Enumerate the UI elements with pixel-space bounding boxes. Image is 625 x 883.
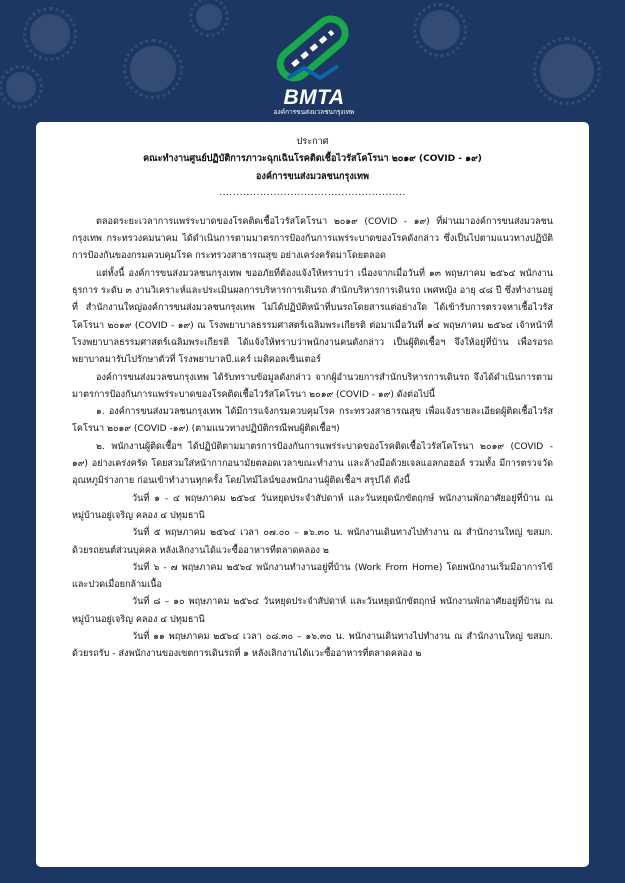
announcement-subtitle: คณะทำงานศูนย์ปฏิบัติการภาวะฉุกเฉินโรคติดเชื้อไวรัสโคโรนา ๒๐๑๙ (COVID - ๑๙)	[143, 154, 482, 165]
paragraph-case: แต่ทั้งนี้ องค์การขนส่งมวลชนกรุงเทพ ขออภัยที่ต้องแจ้งให้ทราบว่า เนื่องจากเมื่อวันที่ ๑๓ พฤษภาคม ๒๕๖๔ พนักงานธุรการ ระดับ ๓ งานวิเคราะห์และประเมินผลการบริหารการเดินรถ สำนักบริหารการเดินรถ เพศหญิง อายุ ๔๘ ปี ซึ่งทำงานอยู่ที่ สำนักงานใหญ่องค์การขนส่งมวลชนกรุงเทพ ไม่ได้ปฏิบัติหน้าที่บนรถโดยสารแต่อย่างใด ได้เข้ารับการตรวจหาเชื้อไวรัสโคโรนา ๒๐๑๙ (COVID - ๑๙) ณ โรงพยาบาลธรรมศาสตร์เฉลิมพระเกียรติ ต่อมาเมื่อวันที่ ๑๔ พฤษภาคม ๒๕๖๔ เจ้าหน้าที่โรงพยาบาลธรรมศาสตร์เฉลิมพระเกียรติ ได้แจ้งให้ทราบว่าพนักงานคนดังกล่าว เป็นผู้ติดเชื้อฯ จึงให้อยู่ที่บ้าน เพื่อรอรถพยาบาลมารับไปรักษาตัวที่ โรงพยาบาลบี.แคร์ เมดิคอลเซ็นเตอร์	[72, 268, 553, 366]
announcement-card	[36, 122, 589, 867]
paragraph-intro: ตลอดระยะเวลาการแพร่ระบาดของโรคติดเชื้อไวรัสโคโรนา ๒๐๑๙ (COVID - ๑๙) ที่ผ่านมาองค์การขนส่งมวลชนกรุงเทพ กระทรวงคมนาคม ได้ดำเนินการตามมาตรการป้องกันการแพร่ระบาดของโรคดังกล่าว ซึ่งเป็นไปตามแนวทางปฏิบัติการป้องกันของกรมควบคุมโรค กระทรวงสาธารณสุข อย่างเคร่งครัดมาโดยตลอด	[72, 216, 553, 262]
timeline-entry: วันที่ ๘ – ๑๐ พฤษภาคม ๒๕๖๔ วันหยุดประจำสัปดาห์ และวันหยุดนักขัตฤกษ์ พนักงานพักอาศัยอยู่ที่บ้าน ณ หมู่บ้านอยู่เจริญ คลอง ๔ ปทุมธานี	[72, 597, 553, 625]
title-divider: .......................................................	[219, 187, 406, 198]
logo-wordmark: BMTA	[283, 86, 345, 109]
paragraph-item-1: ๑. องค์การขนส่งมวลชนกรุงเทพ ได้มีการแจ้งกรมควบคุมโรค กระทรวงสาธารณสุข เพื่อแจ้งรายละเอียดผู้ติดเชื้อไวรัสโคโรนา ๒๐๑๙ (COVID -๑๙) (ตามแนวทางปฏิบัติกรณีพบผู้ติดเชื้อฯ)	[72, 407, 553, 435]
announcement-organization: องค์การขนส่งมวลชนกรุงเทพ	[256, 171, 369, 182]
virus-decoration-icon	[130, 46, 176, 92]
timeline-entry: วันที่ ๑ - ๔ พฤษภาคม ๒๕๖๔ วันหยุดประจำสัปดาห์ และวันหยุดนักขัตฤกษ์ พนักงานพักอาศัยอยู่ที่บ้าน ณ หมู่บ้านอยู่เจริญ คลอง ๔ ปทุมธานี	[72, 493, 553, 521]
timeline-entry: วันที่ ๑๑ พฤษภาคม ๒๕๖๔ เวลา ๐๘.๓๐ – ๑๖.๓๐ น. พนักงานเดินทางไปทำงาน ณ สำนักงานใหญ่ ขสมก. ด้วยรถรับ - ส่งพนักงานของเขตการเดินรถที่ ๑ หลังเลิกงานได้แวะซื้ออาหารที่ตลาดคลอง ๒	[72, 632, 553, 660]
paragraph-item-2: ๒. พนักงานผู้ติดเชื้อฯ ได้ปฏิบัติตามมาตรการป้องกันการแพร่ระบาดของโรคติดเชื้อไวรัสโคโรนา ๒๐๑๙ (COVID - ๑๙) อย่างเคร่งครัด โดยสวมใส่หน้ากากอนามัยตลอดเวลาขณะทำงาน และล้างมือด้วยเจลแอลกอฮอล์ รวมทั้ง มีการตรวจวัดอุณหภูมิร่างกาย ก่อนเข้าทำงานทุกครั้ง โดยไทม์ไลน์ของพนักงานผู้ติดเชื้อฯ สรุปได้ ดังนี้	[72, 441, 553, 487]
virus-decoration-icon	[30, 14, 70, 54]
logo-subtitle: องค์การขนส่งมวลชนกรุงเทพ	[273, 108, 355, 116]
paragraph-actions: องค์การขนส่งมวลชนกรุงเทพ ได้รับทราบข้อมูลดังกล่าว จากผู้อำนวยการสำนักบริหารการเดินรถ จึงได้ดำเนินการตามมาตรการป้องกันการแพร่ระบาดของโรคติดเชื้อไวรัสโคโรนา ๒๐๑๙ (COVID - ๑๙) ดังต่อไปนี้	[72, 372, 553, 400]
timeline-entry: วันที่ ๕ พฤษภาคม ๒๕๖๔ เวลา ๐๗.๐๐ – ๑๖.๓๐ น. พนักงานเดินทางไปทำงาน ณ สำนักงานใหญ่ ขสมก. ด้วยรถยนต์ส่วนบุคคล หลังเลิกงานได้แวะซื้ออาหารที่ตลาดคลอง ๒	[72, 528, 553, 556]
virus-decoration-icon	[420, 10, 460, 50]
virus-decoration-icon	[6, 72, 36, 102]
timeline-entry: วันที่ ๖ - ๗ พฤษภาคม ๒๕๖๔ พนักงานทำงานอยู่ที่บ้าน (Work From Home) โดยพนักงานเริ่มมีอาการไข้ และปวดเมื่อยกล้ามเนื้อ	[72, 562, 553, 591]
virus-decoration-icon	[540, 44, 594, 98]
virus-decoration-icon	[196, 4, 222, 30]
announcement-title: ประกาศ	[296, 137, 329, 147]
